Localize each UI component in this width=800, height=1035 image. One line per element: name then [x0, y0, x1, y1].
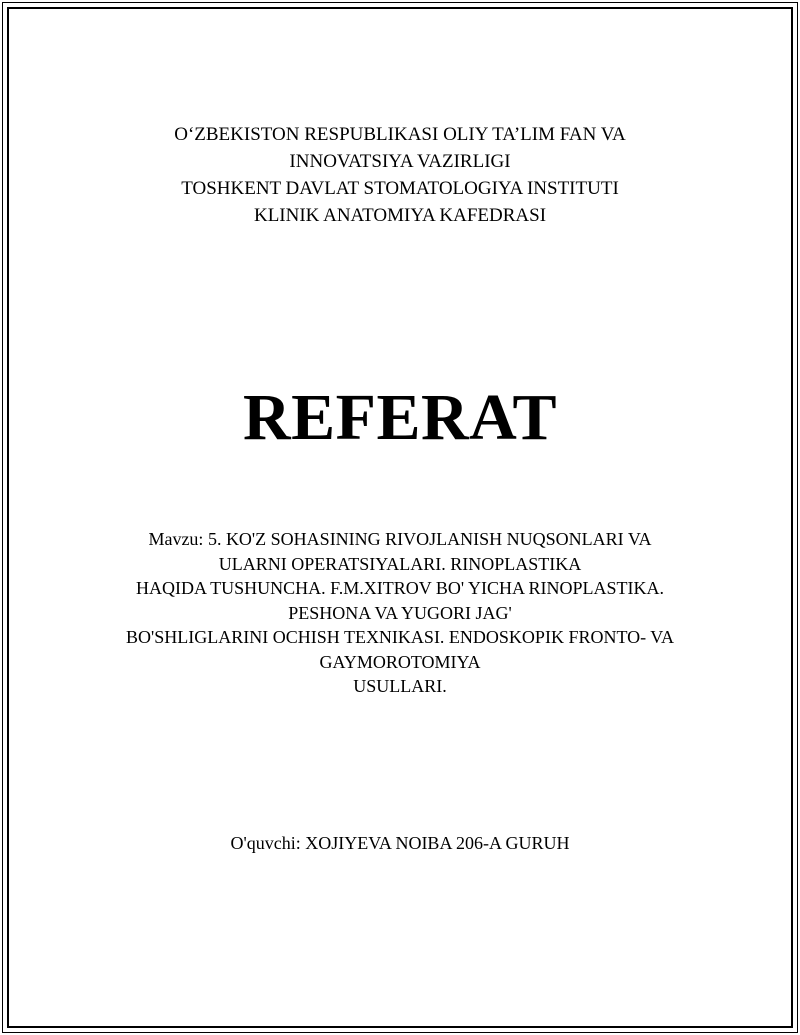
topic-line-5: BO'SHLIGLARINI OCHISH TEXNIKASI. ENDOSKOPIK FRONTO- VA — [126, 627, 674, 647]
topic-line-3: HAQIDA TUSHUNCHA. F.M.XITROV BO' YICHA RINOPLASTIKA. — [135, 578, 664, 598]
topic-line-1: Mavzu: 5. KO'Z SOHASINING RIVOJLANISH NUQSONLARI VA — [148, 529, 652, 549]
header-line-ministry-cont: INNOVATSIYA VAZIRLIGI — [289, 151, 511, 172]
header-line-department: KLINIK ANATOMIYA KAFEDRASI — [253, 205, 547, 226]
topic-line-6: GAYMOROTOMIYA — [319, 651, 481, 672]
header-line-institute: TOSHKENT DAVLAT STOMATOLOGIYA INSTITUTI — [181, 178, 619, 199]
institution-header — [0, 121, 800, 229]
topic-line-7: USULLARI. — [353, 676, 447, 696]
topic-block — [0, 527, 800, 699]
student-info: O'quvchi: XOJIYEVA NOIBA 206-A GURUH — [230, 833, 570, 853]
header-line-ministry: O‘ZBEKISTON RESPUBLIKASI OLIY TA’LIM FAN VA — [174, 124, 626, 145]
document-title: REFERAT — [243, 381, 557, 454]
topic-line-2: ULARNI OPERATSIYALARI. RINOPLASTIKA — [218, 553, 582, 574]
topic-line-4: PESHONA VA YUGORI JAG' — [288, 602, 512, 623]
